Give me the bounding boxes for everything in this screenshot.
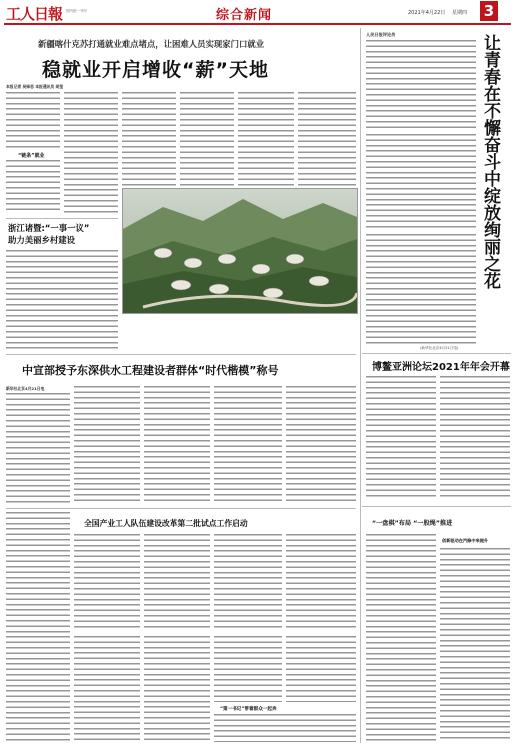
right-bottom-body-col2: [440, 548, 510, 742]
right-bottom-subhead: 创新驱动在汽修中来提升: [442, 538, 489, 543]
honor-body-col3: [144, 386, 210, 503]
editorial-kicker: 人民日报评论员: [366, 32, 396, 37]
training-body-col3: [214, 534, 282, 630]
lead-headline: 稳就业开启增收“薪”天地: [42, 59, 269, 81]
masthead: [0, 0, 515, 24]
honor-body-col4: [214, 386, 282, 503]
lead-subhead: 新疆喀什克苏打通就业难点堵点，让困难人员实现家门口就业: [38, 39, 265, 49]
page-number: 3: [480, 1, 498, 21]
boao-body-col2: [440, 376, 510, 500]
logo-small-text: 国内统一刊号: [66, 9, 87, 13]
boao-top-rule: [362, 353, 511, 354]
section-title: 综合新闻: [216, 8, 273, 23]
boao-body-col1: [366, 376, 436, 500]
lead-body-col1: [6, 92, 60, 148]
honor-top-rule: [6, 354, 356, 355]
honor-dateline: 新华社北京4月21日电: [6, 386, 45, 391]
lead-body-col2: [64, 92, 118, 214]
honor-headline: 中宣部授予东深供水工程建设者群体“时代楷模”称号: [22, 364, 279, 377]
training-body-col8: [286, 636, 356, 702]
lead-byline: 本报记者 吴铎思 本报通讯员 胡莹: [6, 84, 64, 89]
boao-headline: 博鳌亚洲论坛2021年年会开幕: [372, 362, 510, 373]
sidebar-top-rule: [6, 218, 118, 219]
editorial-body-col2: [366, 134, 476, 230]
right-column-divider: [360, 353, 361, 743]
training-body-col6: [144, 636, 210, 742]
sidebar-headline-2: 助力美丽乡村建设: [8, 235, 75, 245]
masthead-rule: [4, 23, 511, 25]
lead-section-head: “链条”就业: [18, 153, 45, 159]
training-body-col4: [286, 534, 356, 630]
editorial-headline: 让青春在不懈奋斗中绽放绚丽之花: [480, 34, 500, 289]
training-body-col7: [214, 636, 282, 702]
right-bottom-headline: “一盘棋”布局 “一股绳”推进: [372, 520, 453, 527]
issue-weekday: 星期四: [452, 10, 468, 16]
training-body-col1: [74, 534, 140, 630]
right-bottom-top-rule: [362, 506, 511, 507]
editorial-body-col3: [366, 234, 476, 346]
honor-body-col5: [286, 386, 356, 503]
photo-illustration: [123, 189, 357, 313]
sidebar-body: [6, 250, 118, 350]
training-body-col9: [214, 714, 356, 742]
training-subhead: “第一书记”带着群众一起奔: [220, 707, 277, 712]
editorial-signoff: (新华社北京4月21日电): [420, 346, 459, 350]
training-headline: 全国产业工人队伍建设改革第二批试点工作启动: [84, 519, 248, 528]
editorial-divider: [360, 28, 361, 353]
right-bottom-body-col1: [366, 534, 436, 742]
honor-body-col1: [6, 393, 70, 503]
training-top-rule: [6, 508, 356, 509]
lead-body-col1b: [6, 160, 60, 214]
sidebar-headline-1: 浙江诸暨:“一事一议”: [8, 223, 90, 233]
training-left-col: [6, 512, 70, 742]
honor-body-col2: [74, 386, 140, 503]
training-body-col5: [74, 636, 140, 742]
issue-date: 2021年4月22日: [408, 10, 446, 16]
training-body-col2: [144, 534, 210, 630]
mountain-village-photo: [122, 188, 358, 314]
newspaper-logo: 工人日報: [6, 5, 63, 23]
editorial-body-col1: [366, 40, 476, 130]
